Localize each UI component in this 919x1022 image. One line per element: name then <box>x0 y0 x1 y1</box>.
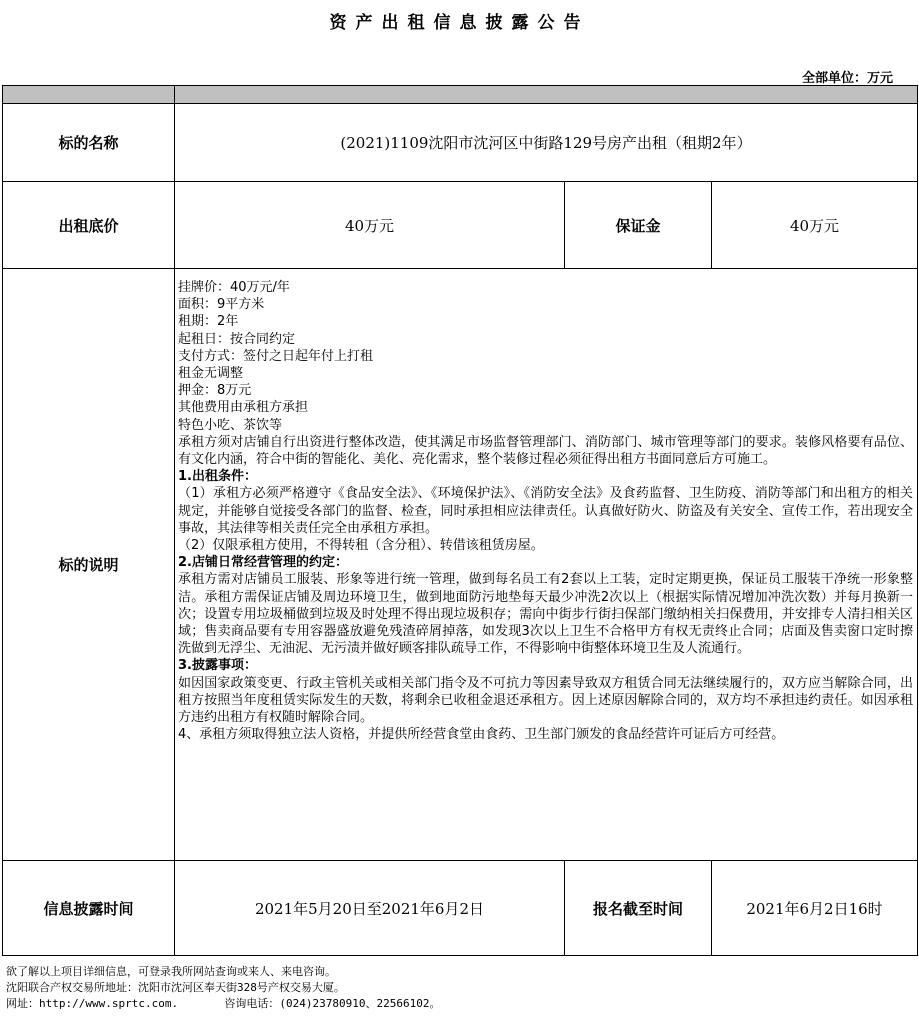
desc-line: 租期：2年 <box>178 314 239 330</box>
time-label: 信息披露时间 <box>3 861 175 956</box>
footer-address: 沈阳联合产权交易所地址：沈阳市沈河区奉天街328号产权交易大厦。 <box>6 981 345 994</box>
desc-paragraph: 如因国家政策变更、行政主管机关或相关部门指令及不可抗力等因素导致双方租赁合同无法继续履行的，双方应当解除合同，出租方按照当年度租赁实际发生的天数，将剩余已收租金退还承租方。因上述原因解除合同的，双方均不承担违约责任。如因承租方违约出租方有权随时解除合同。 <box>178 675 913 726</box>
price-value: 40万元 <box>175 182 565 269</box>
desc-paragraph: 4、承租方须取得独立法人资格，并提供所经营食堂由食药、卫生部门颁发的食品经营许可证后方可经营。 <box>178 727 785 743</box>
header-band-left <box>3 86 175 104</box>
desc-heading: 2.店铺日常经营管理的约定： <box>178 555 348 571</box>
price-label: 出租底价 <box>3 182 175 269</box>
desc-line: 挂牌价：40万元/年 <box>178 280 290 295</box>
deadline-label: 报名截至时间 <box>565 861 712 956</box>
deposit-label: 保证金 <box>565 182 712 269</box>
desc-line: 起租日：按合同约定 <box>178 331 296 347</box>
footer-website: 网址：http://www.sprtc.com. 咨询电话：(024)23780910、22566102。 <box>6 997 441 1010</box>
desc-paragraph: （1）承租方必须严格遵守《食品安全法》、《环境保护法》、《消防安全法》及食药监督、卫生防疫、消防等部门和出租方的相关规定，并能够自觉接受各部门的监督、检查，同时承担相应法律责任。认真做好防火、防盗及有关安全、宣传工作，若出现安全事故，其法律等相关责任完全由承租方承担。 <box>178 486 913 536</box>
time-value: 2021年5月20日至2021年6月2日 <box>175 861 565 956</box>
footer-contact <box>6 964 441 1012</box>
unit-note: 全部单位：万元 <box>801 71 893 86</box>
desc-paragraph: 承租方需对店铺员工服装、形象等进行统一管理，做到每名员工有2套以上工装，定时定期更换，保证员工服装干净统一形象整洁。承租方需保证店铺及周边环境卫生，做到地面防污地垫每天最少冲洗2次以上（根据实际情况增加冲洗次数）并每月换新一次；设置专用垃圾桶做到垃圾及时处理不得出现垃圾积存；需向中街步行街扫保部门缴纳相关扫保费用，并安排专人清扫相关区域；售卖商品要有专用容器盛放避免残渣碎屑掉落，如发现3次以上卫生不合格甲方有权无责终止合同；店面及售卖窗口定时擦洗做到无浮尘、无油泥、无污渍并做好顾客排队疏导工作，不得影响中街整体环境卫生及人流通行。 <box>178 572 913 657</box>
desc-line: 支付方式：签付之日起年付上打租 <box>178 348 374 364</box>
name-value: (2021)1109沈阳市沈河区中街路129号房产出租（租期2年） <box>175 104 918 182</box>
deadline-value: 2021年6月2日16时 <box>712 861 918 956</box>
name-label: 标的名称 <box>3 104 175 182</box>
disclosure-table <box>2 85 918 956</box>
desc-line: 面积：9平方米 <box>178 297 265 313</box>
desc-line: 押金：8万元 <box>178 383 252 399</box>
desc-paragraph: 承租方须对店铺自行出资进行整体改造，使其满足市场监督管理部门、消防部门、城市管理等部门的要求。装修风格要有品位、有文化内涵，符合中街的智能化、美化、亮化需求，整个装修过程必须征得出租方书面同意后方可施工。 <box>178 434 913 468</box>
desc-heading: 3.披露事项： <box>178 658 257 674</box>
footer-line: 欲了解以上项目详细信息，可登录我所网站查询或来人、来电咨询。 <box>6 965 336 978</box>
deposit-value: 40万元 <box>712 182 918 269</box>
desc-label: 标的说明 <box>3 269 175 861</box>
desc-paragraph: （2）仅限承租方使用，不得转租（含分租）、转借该租赁房屋。 <box>178 538 544 554</box>
page-title: 资产出租信息披露公告 <box>329 13 590 33</box>
desc-line: 其他费用由承租方承担 <box>178 400 309 416</box>
desc-line: 租金无调整 <box>178 366 244 382</box>
description-block <box>175 269 918 861</box>
desc-heading: 1.出租条件： <box>178 469 257 485</box>
header-band-right <box>175 86 918 104</box>
desc-line: 特色小吃、茶饮等 <box>178 417 283 433</box>
